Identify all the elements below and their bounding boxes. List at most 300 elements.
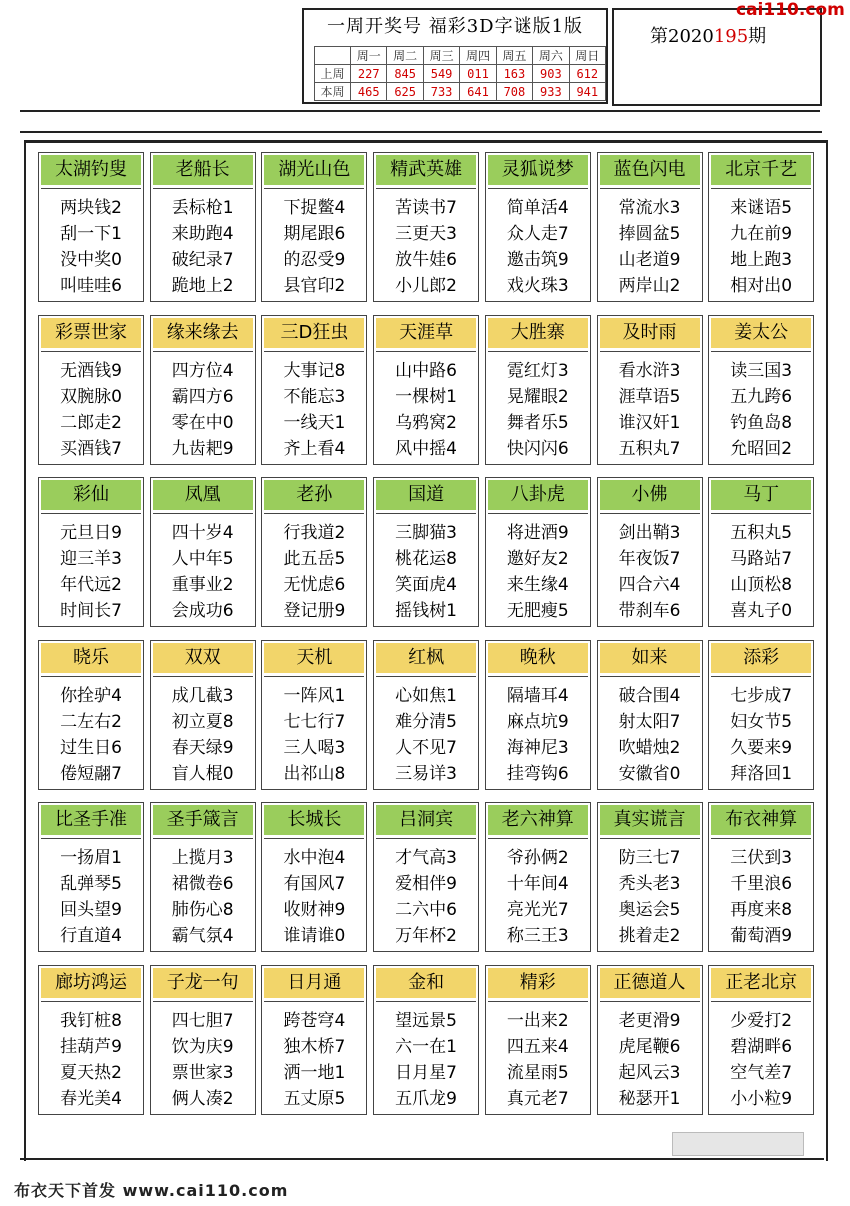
draw-number: 612 [569, 65, 605, 83]
clue-item: 票世家3 [171, 1062, 234, 1083]
day-label: 周二 [387, 47, 423, 65]
clue-item: 奥运会5 [618, 900, 681, 920]
block-title: 精彩 [488, 968, 588, 998]
clue-item: 四十岁4 [171, 523, 234, 543]
riddle-block [597, 802, 703, 952]
block-title: 凤凰 [153, 480, 253, 510]
clue-list [488, 188, 588, 299]
clue-item: 隔墙耳4 [506, 685, 569, 706]
clue-item: 挂葫芦9 [60, 1036, 122, 1057]
block-title: 长城长 [264, 805, 364, 835]
clue-item: 吹蜡烛2 [618, 737, 681, 758]
clue-item: 二六中6 [395, 900, 457, 920]
block-title: 天涯草 [376, 318, 476, 348]
clue-item: 秃头老3 [618, 874, 681, 894]
clue-item: 饮为庆9 [171, 1036, 234, 1057]
clue-item: 五丈原5 [283, 1088, 346, 1109]
riddle-block [485, 802, 591, 952]
clue-item: 四七胆7 [171, 1010, 234, 1031]
clue-item: 两块钱2 [60, 198, 122, 218]
clue-item: 四五来4 [506, 1036, 569, 1057]
clue-item: 过生日6 [60, 737, 122, 758]
riddle-block [708, 640, 814, 790]
clue-list [711, 1001, 811, 1112]
clue-item: 二左右2 [60, 711, 122, 732]
clue-item: 买酒钱7 [60, 438, 122, 459]
riddle-block [38, 965, 144, 1115]
issue-serial: 195 [713, 26, 749, 47]
clue-item: 跪地上2 [171, 276, 234, 296]
footer-box [672, 1132, 804, 1156]
clue-item: 一棵树1 [395, 386, 457, 407]
clue-item: 霸四方6 [171, 386, 234, 407]
riddle-block [150, 315, 256, 465]
riddle-block [261, 802, 367, 952]
clue-list [600, 676, 700, 787]
riddle-block [38, 477, 144, 627]
clue-list [41, 188, 141, 299]
day-label: 周五 [496, 47, 532, 65]
days-row [315, 47, 606, 65]
clue-list [153, 838, 253, 949]
block-title: 如来 [600, 643, 700, 673]
riddle-block [373, 640, 479, 790]
clue-item: 回头望9 [60, 900, 122, 920]
clue-item: 有国风7 [283, 874, 346, 894]
clue-item: 剑出鞘3 [618, 523, 681, 543]
clue-item: 五爪龙9 [395, 1088, 457, 1109]
block-title: 老船长 [153, 155, 253, 185]
clue-list [41, 1001, 141, 1112]
clue-item: 看水浒3 [618, 360, 681, 381]
clue-list [600, 513, 700, 624]
clue-item: 人中年5 [171, 549, 234, 569]
draw-number: 465 [351, 83, 387, 101]
block-title: 老孙 [264, 480, 364, 510]
block-title: 正德道人 [600, 968, 700, 998]
riddle-block [597, 965, 703, 1115]
clue-item: 人不见7 [395, 737, 457, 758]
clue-item: 允昭回2 [730, 438, 793, 459]
clue-item: 期尾跟6 [283, 224, 346, 244]
clue-item: 谁汉奸1 [618, 412, 681, 433]
draw-number: 549 [423, 65, 459, 83]
block-title: 三D狂虫 [264, 318, 364, 348]
riddle-block [38, 152, 144, 302]
clue-item: 三伏到3 [730, 848, 793, 868]
clue-item: 相对出0 [730, 276, 793, 296]
clue-item: 秘瑟开1 [618, 1088, 681, 1109]
clue-item: 五积丸5 [730, 523, 793, 543]
draw-number: 708 [496, 83, 532, 101]
clue-item: 称三王3 [506, 926, 569, 946]
block-title: 圣手箴言 [153, 805, 253, 835]
clue-item: 舞者乐5 [506, 412, 569, 433]
this-week-row [315, 83, 606, 101]
block-title: 比圣手准 [41, 805, 141, 835]
day-label: 周日 [569, 47, 605, 65]
clue-item: 戏火珠3 [506, 276, 569, 296]
row-label: 本周 [315, 83, 351, 101]
clue-list [488, 838, 588, 949]
clue-item: 千里浪6 [730, 874, 793, 894]
last-week-row [315, 65, 606, 83]
block-title: 双双 [153, 643, 253, 673]
clue-item: 俩人凑2 [171, 1088, 234, 1109]
clue-item: 你拴驴4 [60, 685, 122, 706]
block-title: 吕洞宾 [376, 805, 476, 835]
clue-item: 时间长7 [60, 601, 122, 621]
riddle-block [708, 965, 814, 1115]
divider [20, 131, 822, 133]
clue-item: 无肥瘦5 [506, 601, 569, 621]
clue-list [711, 513, 811, 624]
clue-item: 久要来9 [730, 737, 793, 758]
issue-prefix: 第2020 [650, 26, 714, 47]
riddle-block [597, 315, 703, 465]
block-title: 大胜寨 [488, 318, 588, 348]
clue-item: 霸气氛4 [171, 926, 234, 946]
clue-item: 五九跨6 [730, 386, 793, 407]
clue-item: 空气差7 [730, 1062, 793, 1083]
clue-item: 捧圆盆5 [618, 224, 681, 244]
riddle-block [38, 802, 144, 952]
riddle-block [708, 152, 814, 302]
clue-item: 乌鸦窝2 [395, 412, 457, 433]
clue-item: 一阵风1 [283, 685, 346, 706]
clue-list [264, 513, 364, 624]
clue-item: 将进酒9 [506, 523, 569, 543]
riddle-block [597, 640, 703, 790]
clue-item: 大事记8 [283, 360, 346, 381]
clue-list [711, 838, 811, 949]
clue-item: 行我道2 [283, 523, 346, 543]
clue-item: 零在中0 [171, 412, 234, 433]
clue-item: 葡萄酒9 [730, 926, 793, 946]
clue-item: 马路站7 [730, 549, 793, 569]
clue-item: 拜洛回1 [730, 763, 793, 784]
clue-item: 爱相伴9 [395, 874, 457, 894]
clue-list [376, 513, 476, 624]
block-title: 天机 [264, 643, 364, 673]
draw-number: 641 [460, 83, 496, 101]
clue-item: 叫哇哇6 [60, 276, 122, 296]
clue-list [600, 1001, 700, 1112]
block-title: 精武英雄 [376, 155, 476, 185]
clue-item: 三易详3 [395, 763, 457, 784]
clue-item: 破合围4 [618, 685, 681, 706]
site-watermark: cai110.com [736, 0, 845, 20]
clue-item: 放牛娃6 [395, 250, 457, 270]
riddle-block [150, 477, 256, 627]
block-title: 灵狐说梦 [488, 155, 588, 185]
clue-item: 登记册9 [283, 601, 346, 621]
clue-item: 两岸山2 [618, 276, 681, 296]
footer-text: 布衣天下首发 www.cai110.com [14, 1181, 289, 1200]
block-title: 彩仙 [41, 480, 141, 510]
clue-list [41, 513, 141, 624]
clue-item: 盲人棍0 [171, 763, 234, 784]
clue-item: 十年间4 [506, 874, 569, 894]
clue-item: 无忧虑6 [283, 575, 346, 595]
riddle-block [485, 152, 591, 302]
row-label: 上周 [315, 65, 351, 83]
clue-list [488, 676, 588, 787]
riddle-block [261, 477, 367, 627]
clue-item: 常流水3 [618, 198, 681, 218]
riddle-block [150, 152, 256, 302]
clue-item: 少爱打2 [730, 1010, 793, 1031]
clue-item: 小儿郎2 [395, 276, 457, 296]
draw-number: 011 [460, 65, 496, 83]
clue-item: 无酒钱9 [60, 360, 122, 381]
clue-item: 心如焦1 [395, 685, 457, 706]
riddle-block [485, 477, 591, 627]
clue-item: 洒一地1 [283, 1062, 346, 1083]
clue-item: 倦短翮7 [60, 763, 122, 784]
day-label: 周四 [460, 47, 496, 65]
block-title: 缘来缘去 [153, 318, 253, 348]
clue-item: 爷孙俩2 [506, 848, 569, 868]
clue-item: 麻点坑9 [506, 711, 569, 732]
clue-item: 年夜饭7 [618, 549, 681, 569]
clue-item: 此五岳5 [283, 549, 346, 569]
clue-list [488, 351, 588, 462]
clue-list [376, 1001, 476, 1112]
clue-item: 肺伤心8 [171, 900, 234, 920]
clue-item: 霓红灯3 [506, 360, 569, 381]
clue-item: 日月星7 [395, 1062, 457, 1083]
riddle-block [373, 315, 479, 465]
draw-number: 845 [387, 65, 423, 83]
clue-item: 妇女节5 [730, 711, 793, 732]
draw-number: 227 [351, 65, 387, 83]
clue-item: 元旦日9 [60, 523, 122, 543]
draw-number: 163 [496, 65, 532, 83]
riddle-grid [24, 140, 828, 1161]
clue-list [264, 1001, 364, 1112]
clue-item: 苦读书7 [395, 198, 457, 218]
clue-list [41, 351, 141, 462]
block-title: 姜太公 [711, 318, 811, 348]
block-title: 及时雨 [600, 318, 700, 348]
clue-item: 难分清5 [395, 711, 457, 732]
block-title: 国道 [376, 480, 476, 510]
clue-item: 小小粒9 [730, 1088, 793, 1109]
block-title: 廊坊鸿运 [41, 968, 141, 998]
clue-item: 桃花运8 [395, 549, 457, 569]
clue-item: 刮一下1 [60, 224, 122, 244]
riddle-block [485, 965, 591, 1115]
clue-list [41, 838, 141, 949]
clue-item: 上揽月3 [171, 848, 234, 868]
clue-item: 众人走7 [506, 224, 569, 244]
clue-item: 四方位4 [171, 360, 234, 381]
block-title: 真实谎言 [600, 805, 700, 835]
clue-item: 邀击筑9 [506, 250, 569, 270]
clue-item: 三脚猫3 [395, 523, 457, 543]
clue-list [600, 188, 700, 299]
clue-item: 带刹车6 [618, 601, 681, 621]
weekly-draw-panel [302, 8, 608, 104]
block-title: 添彩 [711, 643, 811, 673]
riddle-block [261, 315, 367, 465]
block-title: 晚秋 [488, 643, 588, 673]
clue-item: 来谜语5 [730, 198, 793, 218]
clue-item: 年代远2 [60, 575, 122, 595]
block-title: 日月通 [264, 968, 364, 998]
clue-item: 地上跑3 [730, 250, 793, 270]
clue-item: 收财神9 [283, 900, 346, 920]
clue-item: 春天绿9 [171, 737, 234, 758]
clue-list [488, 513, 588, 624]
block-title: 彩票世家 [41, 318, 141, 348]
clue-item: 出祁山8 [283, 763, 346, 784]
clue-list [264, 351, 364, 462]
clue-item: 摇钱树1 [395, 601, 457, 621]
day-label: 周六 [533, 47, 569, 65]
clue-item: 没中奖0 [60, 250, 122, 270]
block-title: 马丁 [711, 480, 811, 510]
clue-list [264, 838, 364, 949]
riddle-block [373, 802, 479, 952]
clue-item: 读三国3 [730, 360, 793, 381]
clue-list [376, 838, 476, 949]
clue-list [264, 676, 364, 787]
riddle-block [708, 315, 814, 465]
riddle-block [708, 802, 814, 952]
clue-list [153, 513, 253, 624]
clue-item: 山顶松8 [730, 575, 793, 595]
clue-item: 三人喝3 [283, 737, 346, 758]
clue-item: 双腕脉0 [60, 386, 122, 407]
riddle-block [597, 477, 703, 627]
clue-item: 碧湖畔6 [730, 1036, 793, 1057]
riddle-block [261, 640, 367, 790]
clue-list [41, 676, 141, 787]
riddle-block [261, 152, 367, 302]
divider [20, 110, 820, 112]
clue-item: 望远景5 [395, 1010, 457, 1031]
block-title: 北京千艺 [711, 155, 811, 185]
clue-item: 喜丸子0 [730, 601, 793, 621]
clue-item: 山中路6 [395, 360, 457, 381]
clue-list [153, 1001, 253, 1112]
clue-item: 丢标枪1 [171, 198, 234, 218]
clue-list [376, 188, 476, 299]
clue-item: 重事业2 [171, 575, 234, 595]
clue-item: 裙微卷6 [171, 874, 234, 894]
clue-item: 简单活4 [506, 198, 569, 218]
block-title: 蓝色闪电 [600, 155, 700, 185]
clue-list [153, 351, 253, 462]
clue-item: 齐上看4 [283, 438, 346, 459]
clue-item: 才气高3 [395, 848, 457, 868]
issue-suffix: 期 [748, 26, 767, 47]
clue-item: 来助跑4 [171, 224, 234, 244]
clue-item: 涯草语5 [618, 386, 681, 407]
clue-item: 海神尼3 [506, 737, 569, 758]
clue-item: 挑着走2 [618, 926, 681, 946]
riddle-block [708, 477, 814, 627]
clue-item: 邀好友2 [506, 549, 569, 569]
riddle-block [38, 315, 144, 465]
clue-item: 晃耀眼2 [506, 386, 569, 407]
block-title: 老六神算 [488, 805, 588, 835]
riddle-block [485, 640, 591, 790]
clue-item: 三更天3 [395, 224, 457, 244]
issue-number [650, 22, 766, 48]
clue-item: 射太阳7 [618, 711, 681, 732]
clue-item: 笑面虎4 [395, 575, 457, 595]
block-title: 红枫 [376, 643, 476, 673]
clue-item: 快闪闪6 [506, 438, 569, 459]
header-title: 一周开奖号 福彩3D字谜版1版 [326, 16, 584, 37]
clue-item: 下捉鳖4 [283, 198, 346, 218]
clue-item: 九齿耙9 [171, 438, 234, 459]
clue-list [488, 1001, 588, 1112]
clue-item: 老更滑9 [618, 1010, 681, 1031]
clue-list [376, 676, 476, 787]
clue-item: 乱弹琴5 [60, 874, 122, 894]
clue-item: 钓鱼岛8 [730, 412, 793, 433]
draw-number: 903 [533, 65, 569, 83]
clue-item: 九在前9 [730, 224, 793, 244]
clue-item: 春光美4 [60, 1088, 122, 1109]
clue-item: 一出来2 [506, 1010, 569, 1031]
clue-list [711, 676, 811, 787]
riddle-block [373, 152, 479, 302]
clue-list [153, 188, 253, 299]
clue-item: 四合六4 [618, 575, 681, 595]
clue-item: 一扬眉1 [60, 848, 122, 868]
issue-panel [612, 8, 822, 106]
clue-item: 跨苍穹4 [283, 1010, 346, 1031]
clue-item: 迎三羊3 [60, 549, 122, 569]
block-title: 正老北京 [711, 968, 811, 998]
day-label: 周三 [423, 47, 459, 65]
clue-item: 山老道9 [618, 250, 681, 270]
day-label: 周一 [351, 47, 387, 65]
block-title: 金和 [376, 968, 476, 998]
riddle-block [150, 802, 256, 952]
clue-item: 来生缘4 [506, 575, 569, 595]
block-title: 小佛 [600, 480, 700, 510]
clue-item: 挂弯钩6 [506, 763, 569, 784]
clue-item: 七步成7 [730, 685, 793, 706]
draw-number: 933 [533, 83, 569, 101]
clue-list [153, 676, 253, 787]
riddle-block [38, 640, 144, 790]
clue-list [600, 838, 700, 949]
clue-list [376, 351, 476, 462]
clue-item: 独木桥7 [283, 1036, 346, 1057]
block-title: 布衣神算 [711, 805, 811, 835]
clue-item: 成几截3 [171, 685, 234, 706]
clue-item: 我钉桩8 [60, 1010, 122, 1031]
clue-item: 谁请谁0 [283, 926, 346, 946]
clue-list [711, 351, 811, 462]
clue-item: 夏天热2 [60, 1062, 122, 1083]
weekly-draw-table [314, 46, 606, 101]
clue-item: 再度来8 [730, 900, 793, 920]
clue-item: 虎尾鞭6 [618, 1036, 681, 1057]
clue-item: 七七行7 [283, 711, 346, 732]
clue-item: 水中泡4 [283, 848, 346, 868]
clue-item: 六一在1 [395, 1036, 457, 1057]
clue-item: 初立夏8 [171, 711, 234, 732]
divider [20, 1158, 824, 1160]
